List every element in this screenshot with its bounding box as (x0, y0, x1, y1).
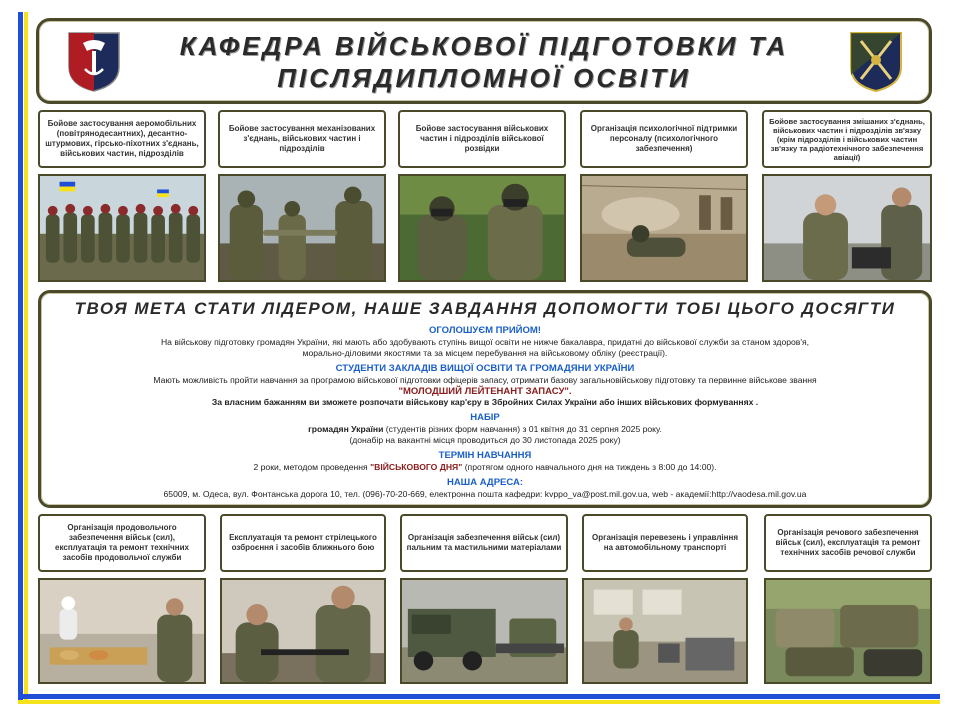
nabir-line-1 (41, 424, 929, 435)
page-title-line2: ПІСЛЯДИПЛОМНОЇ ОСВІТИ (277, 63, 691, 93)
announce-text-1: На військову підготовку громадян України, які мають або здобувають ступінь вищої освіти не нижче бакалавра, придатні до військової служби за станом здоров'я, (160, 337, 810, 347)
photo-mechanized-handshake (218, 174, 386, 282)
photo-fuel-supply (400, 578, 568, 684)
flag-stripe-yellow-bottom (18, 700, 940, 704)
top-caption-3: Бойове застосування військових частин і підрозділів військової розвідки (398, 110, 566, 168)
crossed-rifles-emblem-icon (847, 29, 905, 93)
students-rank: "МОЛОДШИЙ ЛЕЙТЕНАНТ ЗАПАСУ". (398, 386, 572, 397)
top-caption-1: Бойове застосування аеромобільних (повітрянодесантних), десантно-штурмових, гірсько-піхотних з'єднань, військових частин, підрозділів (38, 110, 206, 168)
students-title: СТУДЕНТИ ЗАКЛАДІВ ВИЩОЇ ОСВІТИ ТА ГРОМАДЯНИ УКРАЇНИ (335, 363, 635, 374)
photo-psychological-training (580, 174, 748, 282)
flag-stripe-blue-left (18, 12, 23, 702)
photo-reconnaissance-troops (398, 174, 566, 282)
bottom-caption-1: Організація продовольчого забезпечення військ (сил), експлуатація та ремонт технічних засобів продовольчої служби (38, 514, 206, 572)
term-text-before: 2 роки, методом проведення (253, 462, 371, 472)
top-caption-5: Бойове застосування змішаних з'єднань, військових частин і підрозділів зв'язку (крім підрозділів і військових частин зв'язку та радіотехнічного забезпечення авіації) (762, 110, 932, 168)
photo-communications-troops (762, 174, 932, 282)
nabir-title: НАБІР (470, 412, 500, 423)
bottom-caption-2: Експлуатація та ремонт стрілецького озброєння і засобів ближнього бою (220, 514, 386, 572)
nabir-text-2: (донабір на вакантні місця проводиться до 30 листопада 2025 року) (349, 435, 621, 445)
bottom-caption-3: Організація забезпечення військ (сил) пальним та мастильними матеріалами (400, 514, 568, 572)
nabir-bold: громадян України (308, 424, 384, 434)
bottom-caption-4: Організація перевезень і управління на автомобільному транспорті (582, 514, 748, 572)
page-title-line1: КАФЕДРА ВІЙСЬКОВОЇ ПІДГОТОВКИ ТА (179, 31, 789, 61)
flag-stripe-blue-bottom (18, 694, 940, 699)
top-caption-2: Бойове застосування механізованих з'єднань, військових частин і підрозділів (218, 110, 386, 168)
flag-stripe-yellow-left (24, 12, 28, 702)
photo-automotive-transport (582, 578, 748, 684)
address-text: 65009, м. Одеса, вул. Фонтанська дорога 10, тел. (096)-70-20-669, електронна пошта кафедри: kvppo_va@post.mil.gov.ua, web - академії:http://vaodesa.mil.gov.ua (163, 489, 807, 499)
students-text-1: Мають можливість пройти навчання за програмою військової підготовки офіцерів запасу, отримати базову загальновійськову підготовку та первинне військове звання (153, 375, 817, 385)
term-highlight: "ВІЙСЬКОВОГО ДНЯ" (370, 462, 463, 472)
address-title: НАША АДРЕСА: (446, 477, 524, 488)
photo-airborne-troops (38, 174, 206, 282)
main-heading: ТВОЯ МЕТА СТАТИ ЛІДЕРОМ, НАШЕ ЗАВДАННЯ ДОПОМОГТИ ТОБІ ЦЬОГО ДОСЯГТИ (74, 299, 896, 318)
term-line (41, 462, 929, 473)
announce-title: ОГОЛОШУЄМ ПРИЙОМ! (429, 325, 541, 336)
announce-text-2: морально-діловими якостями та за місцем перебування на військовому обліку (реєстрації). (302, 348, 668, 358)
photo-clothing-supply (764, 578, 932, 684)
nabir-text-1: (студентів різних форм навчання) з 01 квітня до 31 серпня 2025 року. (383, 424, 662, 434)
main-info-panel (38, 290, 932, 508)
bottom-caption-5: Організація речового забезпечення військ (сил), експлуатація та ремонт технічних засобів речової служби (764, 514, 932, 572)
military-academy-emblem-icon (65, 29, 123, 93)
photo-food-service (38, 578, 206, 684)
photo-small-arms-repair (220, 578, 386, 684)
term-text-after: (протягом одного навчального дня на тиждень з 8:00 до 14:00). (462, 462, 717, 472)
term-title: ТЕРМІН НАВЧАННЯ (438, 450, 532, 461)
students-text-2: За власним бажанням ви зможете розпочати військову кар'єру в Збройних Силах України або інших військових формуваннях . (211, 397, 759, 407)
header-panel (36, 18, 932, 104)
top-caption-4: Організація психологічної підтримки персоналу (психологічного забезпечення) (580, 110, 748, 168)
